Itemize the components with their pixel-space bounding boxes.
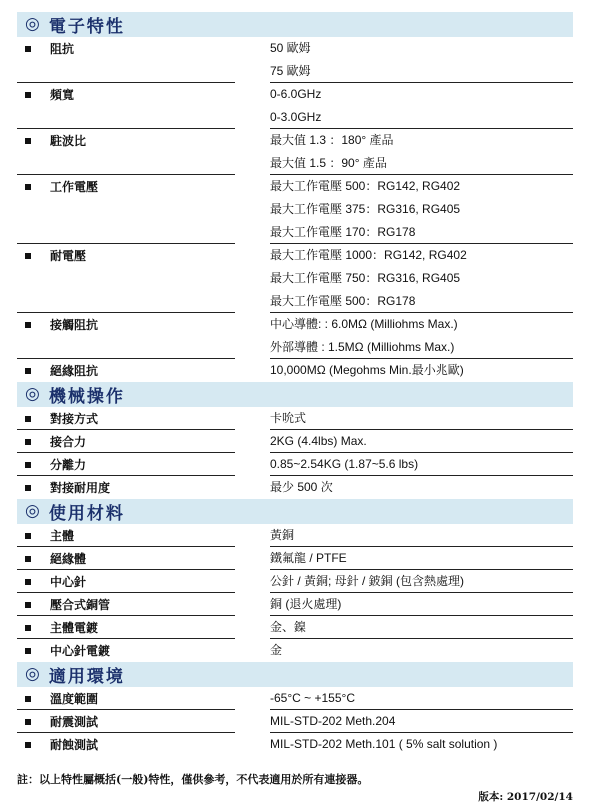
spec-row <box>17 570 573 593</box>
section-title: 機械操作 <box>48 387 125 407</box>
spec-name-cell <box>17 37 270 83</box>
spec-name-cell <box>17 570 270 593</box>
spec-value: 卡吮式 <box>270 411 307 425</box>
spec-name-cell <box>17 244 270 313</box>
square-bullet-icon <box>25 416 31 422</box>
spec-name-cell <box>17 407 270 430</box>
spec-value: 0.85~2.54KG (1.87~5.6 lbs) <box>270 457 419 471</box>
spec-row <box>17 407 573 430</box>
square-bullet-icon <box>25 368 31 374</box>
spec-value: 外部導體 : 1.5MΩ (Milliohms Max.) <box>270 340 455 354</box>
spec-row <box>17 547 573 570</box>
spec-name-cell <box>17 593 270 616</box>
spec-row <box>17 524 573 547</box>
square-bullet-icon <box>25 602 31 608</box>
spec-values-cell <box>270 175 573 244</box>
section-header <box>17 382 573 407</box>
spec-row <box>17 244 573 313</box>
spec-values-cell <box>270 687 573 710</box>
spec-name-cell <box>17 175 270 244</box>
square-bullet-icon <box>25 742 31 748</box>
spec-name: 絕緣體 <box>50 552 87 566</box>
spec-name: 絕緣阻抗 <box>50 364 99 378</box>
spec-value: 公針 / 黃銅; 母針 / 鈹銅 (包含熱處理) <box>270 574 464 588</box>
spec-name: 主體電鍍 <box>50 621 99 635</box>
spec-row <box>17 37 573 83</box>
circle-bullet-icon: ◎ <box>25 384 40 404</box>
spec-name: 頻寬 <box>50 88 75 102</box>
spec-name: 工作電壓 <box>50 180 99 194</box>
spec-value: 10,000MΩ (Megohms Min.最小兆歐) <box>270 363 464 377</box>
spec-values-cell <box>270 570 573 593</box>
spec-name: 中心針電鍍 <box>50 644 111 658</box>
spec-row <box>17 453 573 476</box>
spec-name: 溫度範圍 <box>50 692 99 706</box>
version-label: 版本: 2017/02/14 <box>478 791 573 803</box>
spec-name: 耐蝕測試 <box>50 738 99 752</box>
square-bullet-icon <box>25 579 31 585</box>
square-bullet-icon <box>25 533 31 539</box>
spec-name: 耐震測試 <box>50 715 99 729</box>
spec-document <box>17 12 573 756</box>
spec-row <box>17 83 573 129</box>
spec-values-cell <box>270 547 573 570</box>
square-bullet-icon <box>25 138 31 144</box>
section-title: 使用材料 <box>48 504 125 524</box>
square-bullet-icon <box>25 625 31 631</box>
spec-value: 金、鎳 <box>270 620 307 634</box>
spec-name-cell <box>17 710 270 733</box>
section-title: 適用環境 <box>48 667 125 687</box>
spec-value: 中心導體: : 6.0MΩ (Milliohms Max.) <box>270 317 458 331</box>
square-bullet-icon <box>25 556 31 562</box>
spec-value: 金 <box>270 643 283 657</box>
square-bullet-icon <box>25 46 31 52</box>
spec-name-cell <box>17 83 270 129</box>
spec-name-cell <box>17 430 270 453</box>
spec-value: 最大工作電壓 750：RG316, RG405 <box>270 271 461 285</box>
spec-name-cell <box>17 547 270 570</box>
spec-values-cell <box>270 244 573 313</box>
spec-values-cell <box>270 313 573 359</box>
spec-values-cell <box>270 593 573 616</box>
spec-values-cell <box>270 129 573 175</box>
spec-name: 壓合式銅管 <box>50 598 111 612</box>
spec-values-cell <box>270 616 573 639</box>
spec-row <box>17 129 573 175</box>
spec-name-cell <box>17 476 270 499</box>
section-header <box>17 499 573 524</box>
spec-values-cell <box>270 407 573 430</box>
spec-values-cell <box>270 524 573 547</box>
square-bullet-icon <box>25 485 31 491</box>
spec-values-cell <box>270 453 573 476</box>
spec-value: 最大值 1.5 ：90° 產品 <box>270 156 387 170</box>
spec-row <box>17 430 573 453</box>
spec-row <box>17 733 573 756</box>
spec-value: 最大值 1.3 ：180° 產品 <box>270 133 394 147</box>
spec-name-cell <box>17 313 270 359</box>
spec-values-cell <box>270 359 573 382</box>
spec-value: -65°C ~ +155°C <box>270 691 355 705</box>
spec-row <box>17 359 573 382</box>
spec-row <box>17 687 573 710</box>
section-header <box>17 662 573 687</box>
spec-value: 50 歐姆 <box>270 41 311 55</box>
square-bullet-icon <box>25 648 31 654</box>
spec-name-cell <box>17 129 270 175</box>
square-bullet-icon <box>25 439 31 445</box>
spec-value: 最大工作電壓 170：RG178 <box>270 225 416 239</box>
spec-values-cell <box>270 639 573 662</box>
section-title: 電子特性 <box>48 17 125 37</box>
spec-values-cell <box>270 83 573 129</box>
spec-value: 2KG (4.4lbs) Max. <box>270 434 367 448</box>
square-bullet-icon <box>25 253 31 259</box>
spec-value: 鐵氟龍 / PTFE <box>270 551 347 565</box>
section-header <box>17 12 573 37</box>
spec-value: MIL-STD-202 Meth.101 ( 5% salt solution ) <box>270 737 498 751</box>
spec-value: 銅 (退火處理) <box>270 597 342 611</box>
footnote: 註：以上特性屬概括(一般)特性，僅供參考，不代表適用於所有連接器。 <box>17 773 369 786</box>
spec-row <box>17 710 573 733</box>
square-bullet-icon <box>25 184 31 190</box>
square-bullet-icon <box>25 462 31 468</box>
spec-value: 最大工作電壓 500：RG142, RG402 <box>270 179 461 193</box>
spec-name: 主體 <box>50 529 75 543</box>
spec-name: 對接方式 <box>50 412 99 426</box>
circle-bullet-icon: ◎ <box>25 501 40 521</box>
spec-value: MIL-STD-202 Meth.204 <box>270 714 396 728</box>
spec-name-cell <box>17 359 270 382</box>
square-bullet-icon <box>25 322 31 328</box>
spec-name: 中心針 <box>50 575 87 589</box>
spec-row <box>17 175 573 244</box>
spec-name-cell <box>17 687 270 710</box>
spec-values-cell <box>270 733 573 756</box>
spec-row <box>17 593 573 616</box>
spec-values-cell <box>270 430 573 453</box>
square-bullet-icon <box>25 719 31 725</box>
spec-values-cell <box>270 476 573 499</box>
spec-name: 阻抗 <box>50 42 75 56</box>
spec-value: 0-3.0GHz <box>270 110 322 124</box>
spec-name: 接合力 <box>50 435 87 449</box>
spec-name-cell <box>17 639 270 662</box>
spec-value: 黃銅 <box>270 528 295 542</box>
spec-value: 75 歐姆 <box>270 64 311 78</box>
spec-name: 耐電壓 <box>50 249 87 263</box>
spec-values-cell <box>270 710 573 733</box>
spec-value: 最少 500 次 <box>270 480 333 494</box>
spec-row <box>17 313 573 359</box>
spec-value: 0-6.0GHz <box>270 87 322 101</box>
spec-name: 分離力 <box>50 458 87 472</box>
spec-row <box>17 639 573 662</box>
circle-bullet-icon: ◎ <box>25 14 40 34</box>
spec-name: 對接耐用度 <box>50 481 111 495</box>
spec-name-cell <box>17 616 270 639</box>
spec-name-cell <box>17 453 270 476</box>
spec-name: 駐波比 <box>50 134 87 148</box>
spec-name-cell <box>17 733 270 756</box>
spec-value: 最大工作電壓 500：RG178 <box>270 294 416 308</box>
spec-values-cell <box>270 37 573 83</box>
spec-name: 接觸阻抗 <box>50 318 99 332</box>
spec-row <box>17 616 573 639</box>
square-bullet-icon <box>25 92 31 98</box>
spec-name-cell <box>17 524 270 547</box>
square-bullet-icon <box>25 696 31 702</box>
circle-bullet-icon: ◎ <box>25 664 40 684</box>
spec-row <box>17 476 573 499</box>
spec-value: 最大工作電壓 375：RG316, RG405 <box>270 202 461 216</box>
spec-value: 最大工作電壓 1000：RG142, RG402 <box>270 248 467 262</box>
